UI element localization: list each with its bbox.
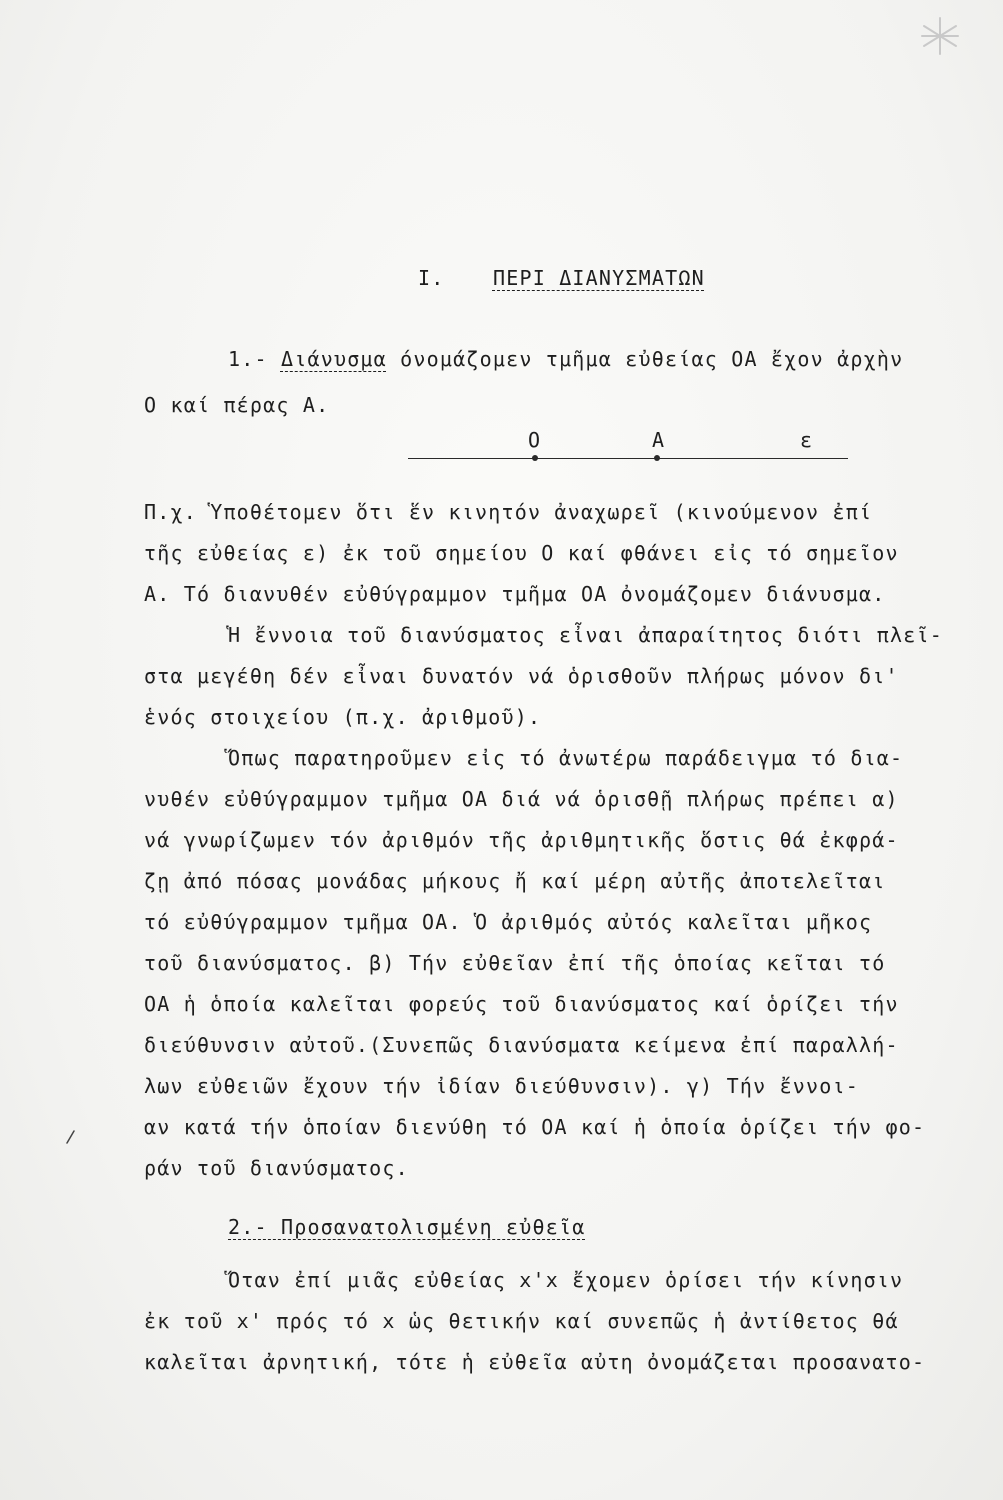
body-line: ἑνός στοιχείου (π.χ. ἀριθμοῦ). <box>144 705 542 729</box>
section-number: I. <box>418 266 445 290</box>
point-a-label: Α <box>652 428 665 452</box>
body-line: Ὅπως παρατηροῦμεν εἰς τό ἀνωτέρω παράδειγμα τό δια- <box>228 746 904 770</box>
point-o <box>532 455 538 461</box>
para1-number: 1.- <box>228 347 268 371</box>
vector-diagram <box>408 428 848 468</box>
body-line: Ἡ ἔννοια τοῦ διανύσματος εἶναι ἀπαραίτητος διότι πλεῖ- <box>228 623 944 647</box>
para2-line: καλεῖται ἀρνητική, τότε ἡ εὐθεῖα αὐτη ὀνομάζεται προσανατο- <box>144 1350 926 1374</box>
body-line: τό εὐθύγραμμον τμῆμα ΟΑ. Ὁ ἀριθμός αὐτός καλεῖται μῆκος <box>144 910 873 934</box>
body-line: Α. Τό διανυθέν εὐθύγραμμον τμῆμα ΟΑ ὀνομάζομεν διάνυσμα. <box>144 582 886 606</box>
point-o-label: Ο <box>528 428 541 452</box>
para1-term: Διάνυσμα <box>280 347 387 371</box>
para2-line: Ὅταν ἐπί μιᾶς εὐθείας x'x ἔχομεν ὁρίσει τήν κίνησιν <box>228 1268 904 1292</box>
body-line: νά γνωρίζωμεν τόν ἀριθμόν τῆς ἀριθμητικῆς ὅστις θά ἐκφρά- <box>144 828 899 852</box>
line-e-label: ε <box>800 428 813 452</box>
point-a <box>654 455 660 461</box>
body-line: στα μεγέθη δέν εἶναι δυνατόν νά ὁρισθοῦν πλήρως μόνον δι' <box>144 664 899 688</box>
body-line: Π.χ. Ὑποθέτομεν ὅτι ἕν κινητόν ἀναχωρεῖ (κινούμενον ἐπί <box>144 500 873 524</box>
para1-line1 <box>228 347 903 371</box>
body-line: λων εὐθειῶν ἔχουν τήν ἰδίαν διεύθυνσιν). γ) Τήν ἔννοι- <box>144 1074 860 1098</box>
body-line: ΟΑ ἡ ὁποία καλεῖται φορεύς τοῦ διανύσματος καί ὁρίζει τήν <box>144 992 899 1016</box>
para2-heading: 2.- Προσανατολισμένη εὐθεῖα <box>228 1215 586 1239</box>
body-line: τῆς εὐθείας ε) ἐκ τοῦ σημείου Ο καί φθάνει εἰς τό σημεῖον <box>144 541 899 565</box>
body-line: ράν τοῦ διανύσματος. <box>144 1156 409 1180</box>
line-e <box>408 458 848 459</box>
body-line: αν κατά τήν ὁποίαν διενύθη τό ΟΑ καί ἡ ὁποία ὁρίζει τήν φο- <box>144 1115 926 1139</box>
para2-line: ἐκ τοῦ x' πρός τό x ὡς θετικήν καί συνεπῶς ἡ ἀντίθετος θά <box>144 1309 899 1333</box>
body-line: νυθέν εὐθύγραμμον τμῆμα ΟΑ διά νά ὁρισθῇ πλήρως πρέπει α) <box>144 787 899 811</box>
asterisk-stamp-icon <box>918 14 962 58</box>
section-title <box>418 266 705 290</box>
pen-mark-icon <box>64 1130 76 1144</box>
body-line: ζῃ ἀπό πόσας μονάδας μήκους ἤ καί μέρη αὐτῆς ἀποτελεῖται <box>144 869 886 893</box>
body-line: διεύθυνσιν αὐτοῦ.(Συνεπῶς διανύσματα κείμενα ἐπί παραλλή- <box>144 1033 899 1057</box>
para1-line1-rest: όνομάζομεν τμῆμα εὐθείας ΟΑ ἔχον ἀρχὴν <box>400 347 904 371</box>
para1-line2: Ο καί πέρας Α. <box>144 393 330 417</box>
section-heading: ΠΕΡΙ ΔΙΑΝΥΣΜΑΤΩΝ <box>492 266 705 290</box>
body-line: τοῦ διανύσματος. β) Τήν εὐθεῖαν ἐπί τῆς ὁποίας κεῖται τό <box>144 951 886 975</box>
